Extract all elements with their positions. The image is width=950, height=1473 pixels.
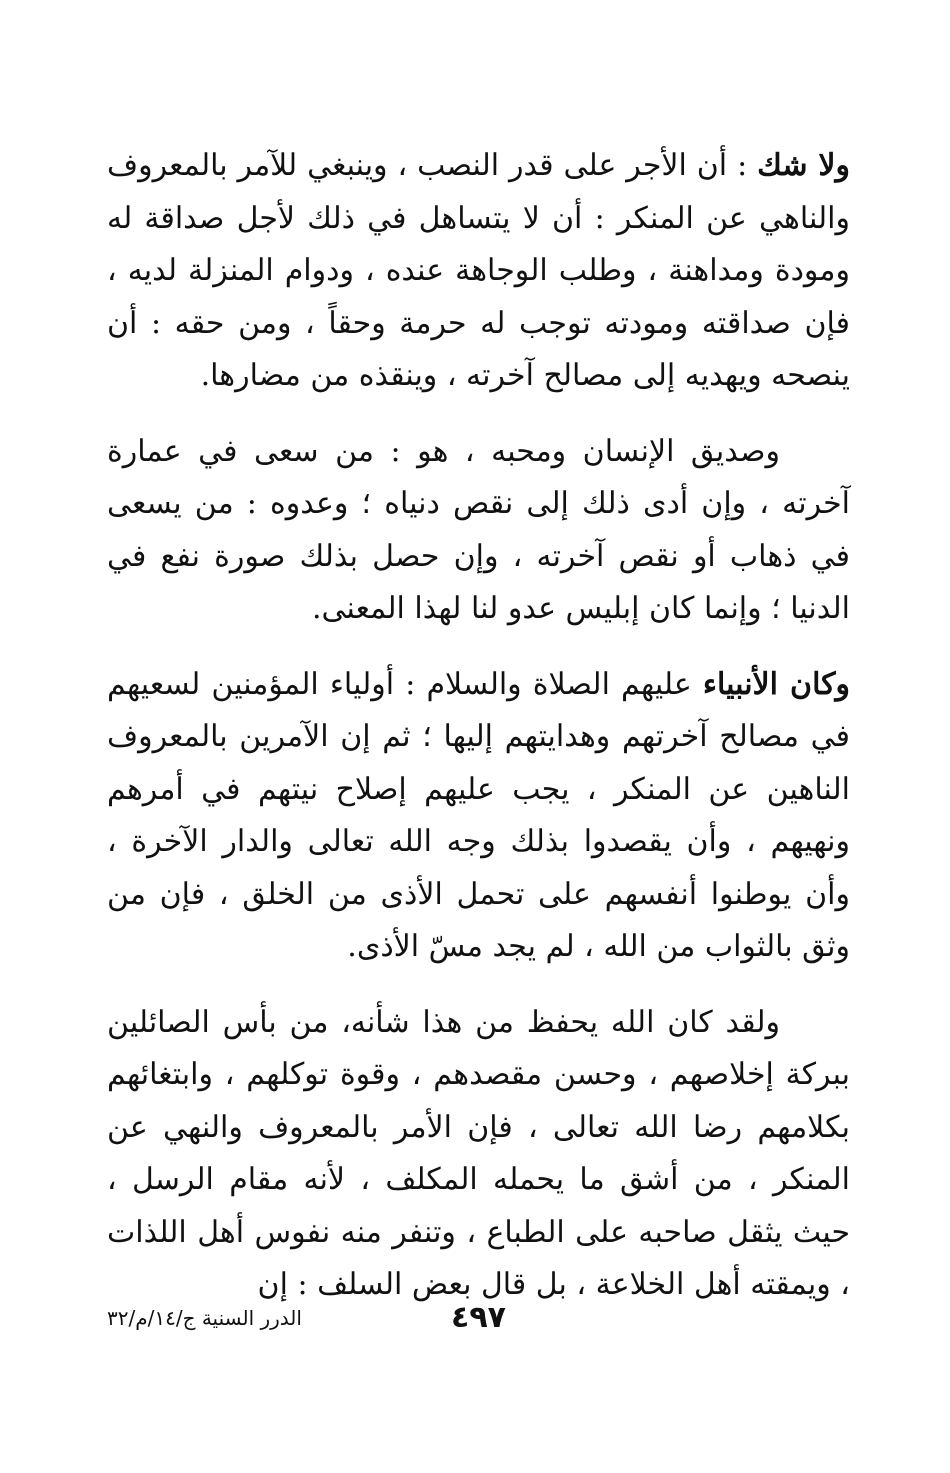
paragraph-1 xyxy=(107,140,850,403)
paragraph-1-text: : أن الأجر على قدر النصب ، وينبغي للآمر بالمعروف والناهي عن المنكر : أن لا يتساهل في ذلك لأجل صداقة له ومودة ومداهنة ، وطلب الوجاهة عنده ، ودوام المنزلة لديه ، فإن صداقته ومودته توجب له حرمة وحقاً ، ومن حقه : أن ينصحه ويهديه إلى مصالح آخرته ، وينقذه من مضارها. xyxy=(107,148,850,393)
paragraph-4-text: ولقد كان الله يحفظ من هذا شأنه، من بأس الصائلين ببركة إخلاصهم ، وحسن مقصدهم ، وقوة توكلهم ، وابتغائهم بكلامهم رضا الله تعالى ، فإن الأمر بالمعروف والنهي عن المنكر ، من أشق ما يحمله المكلف ، لأنه مقام الرسل ، حيث يثقل صاحبه على الطباع ، وتنفر منه نفوس أهل اللذات ، ويمقته أهل الخلاعة ، بل قال بعض السلف : إن xyxy=(107,1004,851,1302)
paragraph-3-lead: وكان الأنبياء xyxy=(702,666,850,702)
paragraph-2-text: وصديق الإنسان ومحبه ، هو : من سعى في عمارة آخرته ، وإن أدى ذلك إلى نقص دنياه ؛ وعدوه : من يسعى في ذهاب أو نقص آخرته ، وإن حصل بذلك صورة نفع في الدنيا ؛ وإنما كان إبليس عدو لنا لهذا المعنى. xyxy=(107,433,850,626)
paragraph-3 xyxy=(107,659,850,974)
source-reference: الدرر السنية ج/١٤/م/٣٢ xyxy=(107,1306,302,1330)
paragraph-1-lead: ولا شك xyxy=(757,148,850,183)
paragraph-4 xyxy=(107,997,850,1312)
paragraph-3-text: عليهم الصلاة والسلام : أولياء المؤمنين لسعيهم في مصالح آخرتهم وهدايتهم إليها ؛ ثم إن الآمرين بالمعروف الناهين عن المنكر ، يجب عليهم إصلاح نيتهم في أمرهم ونهيهم ، وأن يقصدوا بذلك وجه الله تعالى والدار الآخرة ، وأن يوطنوا أنفسهم على تحمل الأذى من الخلق ، فإن من وثق بالثواب من الله ، لم يجد مسّ الأذى. xyxy=(107,666,850,964)
page-body xyxy=(107,140,850,1335)
page-footer xyxy=(107,1300,850,1340)
page-number: ٤٩٧ xyxy=(451,1300,506,1335)
paragraph-2 xyxy=(107,426,850,636)
